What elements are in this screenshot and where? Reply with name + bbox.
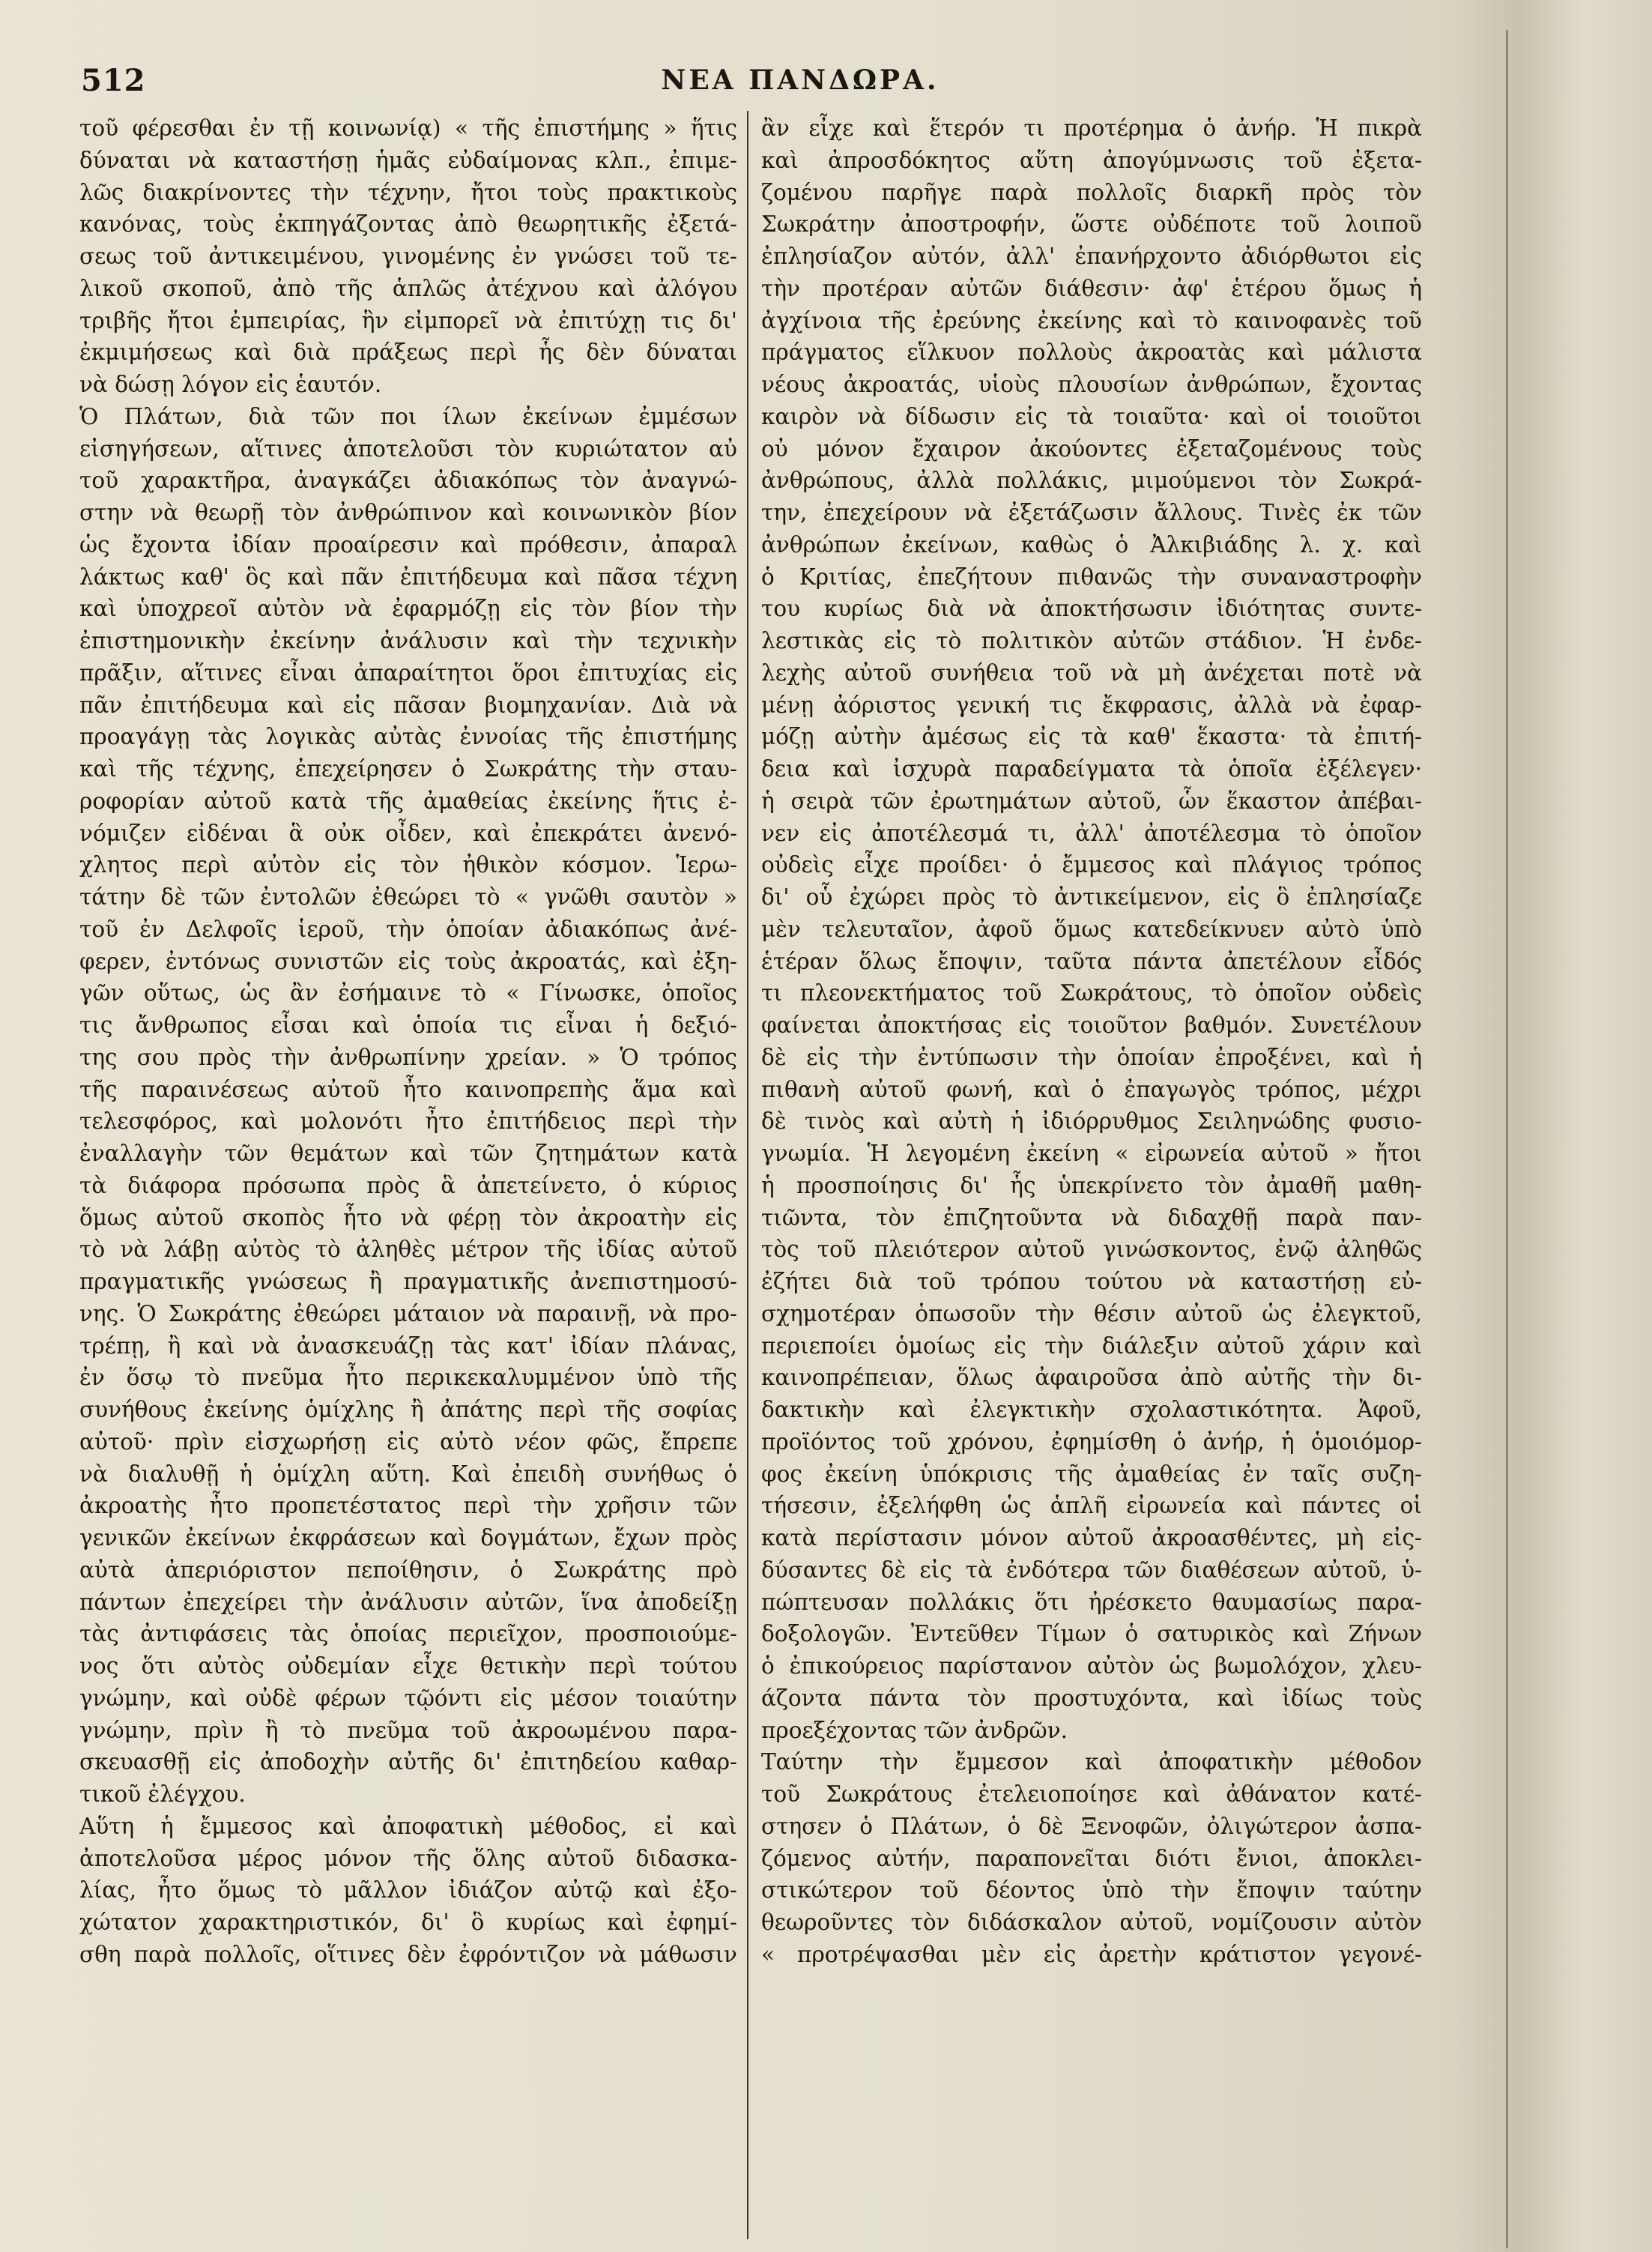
text-line: φερεν, ἐντόνως συνιστῶν εἰς τοὺς ἀκροατάς, καὶ ἐξη- [79, 948, 737, 974]
text-line: ὡς ἔχοντα ἰδίαν προαίρεσιν καὶ πρόθεσιν, ἀπαραλ [79, 531, 737, 558]
text-line: τικοῦ ἐλέγχου. [79, 1781, 246, 1807]
right-column [761, 112, 1422, 1971]
text-line: ἂν εἶχε καὶ ἕτερόν τι προτέρημα ὁ ἀνήρ. Ἡ πικρὰ [761, 115, 1422, 141]
text-line: τῆς παραινέσεως αὐτοῦ ἦτο καινοπρεπὴς ἅμα καὶ [79, 1076, 737, 1102]
text-line: τὰ διάφορα πρόσωπα πρὸς ἃ ἀπετείνετο, ὁ κύριος [79, 1172, 737, 1198]
text-line: καὶ ὑποχρεοῖ αὐτὸν νὰ ἐφαρμόζῃ εἰς τὸν βίον τὴν [79, 596, 737, 622]
column-divider [747, 111, 748, 2239]
text-line: σκευασθῇ εἰς ἀποδοχὴν αὐτῆς δι' ἐπιτηδείου καθαρ- [79, 1749, 737, 1775]
text-line: τοῦ ἐν Δελφοῖς ἱεροῦ, τὴν ὁποίαν ἀδιακόπως ἀνέ- [79, 916, 737, 942]
text-line: πράγματος εἵλκυον πολλοὺς ἀκροατὰς καὶ μάλιστα [761, 339, 1422, 366]
text-line: εἰσηγήσεων, αἵτινες ἀποτελοῦσι τὸν κυριώτατον αὐ [79, 435, 737, 462]
text-line: στην νὰ θεωρῇ τὸν ἀνθρώπινον καὶ κοινωνικὸν βίον [79, 500, 737, 525]
text-line: δακτικὴν καὶ ἐλεγκτικὴν σχολαστικότητα. Ἀφοῦ, [761, 1397, 1422, 1422]
text-line: της σου πρὸς τὴν ἀνθρωπίνην χρείαν. » Ὁ τρόπος [79, 1044, 737, 1070]
text-line: τήσεσιν, ἐξελήφθη ὡς ἁπλῆ εἰρωνεία καὶ πάντες οἱ [761, 1493, 1422, 1519]
text-line: πρᾶξιν, αἵτινες εἶναι ἀπαραίτητοι ὅροι ἐπιτυχίας εἰς [79, 659, 737, 686]
text-line: νὰ δώσῃ λόγον εἰς ἑαυτόν. [79, 372, 382, 397]
text-line: πραγματικῆς γνώσεως ἢ πραγματικῆς ἀνεπιστημοσύ- [79, 1269, 737, 1294]
text-line: ἐκμιμήσεως καὶ διὰ πράξεως περὶ ἧς δὲν δύναται [79, 339, 737, 366]
text-line: τὰς ἀντιφάσεις τὰς ὁποίας περιεῖχον, προσποιούμε- [79, 1621, 737, 1647]
text-line: χλητος περὶ αὐτὸν εἰς τὸν ἠθικὸν κόσμον. Ἱερω- [79, 852, 737, 878]
text-line: ἐν ὅσῳ τὸ πνεῦμα ἦτο περικεκαλυμμένον ὑπὸ τῆς [79, 1365, 737, 1391]
text-line: φος ἐκείνη ὑπόκρισις τῆς ἀμαθείας ἐν ταῖς συζη- [761, 1461, 1422, 1487]
text-line: τὴν προτέραν αὐτῶν διάθεσιν· ἀφ' ἑτέρου ὅμως ἡ [761, 275, 1422, 301]
left-column [79, 112, 737, 1971]
text-line: καιρὸν νὰ δίδωσιν εἰς τὰ τοιαῦτα· καὶ οἱ τοιοῦτοι [761, 403, 1422, 429]
text-line: τοῦ χαρακτῆρα, ἀναγκάζει ἀδιακόπως τὸν ἀναγνώ- [79, 468, 737, 494]
text-line: ἡ σειρὰ τῶν ἐρωτημάτων αὐτοῦ, ὧν ἕκαστον ἀπέβαι- [761, 788, 1422, 814]
text-line: αὐτοῦ· πρὶν εἰσχωρήσῃ εἰς αὐτὸ νέον φῶς, ἔπρεπε [79, 1428, 737, 1455]
text-line: γνωμία. Ἡ λεγομένη ἐκείνη « εἰρωνεία αὐτοῦ » ἤτοι [761, 1141, 1422, 1166]
text-line: δὲ τινὸς καὶ αὐτὴ ἡ ἰδιόρρυθμος Σειληνώδης φυσιο- [761, 1108, 1422, 1135]
text-line: την, ἐπεχείρουν νὰ ἐξετάζωσιν ἄλλους. Τινὲς ἐκ τῶν [761, 500, 1422, 525]
text-line: νὰ διαλυθῇ ἡ ὁμίχλη αὕτη. Καὶ ἐπειδὴ συνήθως ὁ [79, 1461, 737, 1487]
text-line: τοῦ Σωκράτους ἐτελειοποίησε καὶ ἀθάνατον κατέ- [761, 1781, 1422, 1807]
text-line: μὲν τελευταῖον, ἀφοῦ ὅμως κατεδείκνυεν αὐτὸ ὑπὸ [761, 916, 1422, 942]
text-line: γενικῶν ἐκείνων ἐκφράσεων καὶ δογμάτων, ἔχων πρὸς [79, 1525, 737, 1551]
text-line: τοῦ φέρεσθαι ἐν τῇ κοινωνίᾳ) « τῆς ἐπιστήμης » ἥτις [79, 115, 737, 141]
text-line: πάντων ἐπεχείρει τὴν ἀνάλυσιν αὐτῶν, ἵνα ἀποδείξῃ [79, 1589, 737, 1615]
text-line: τὸ νὰ λάβῃ αὐτὸς τὸ ἀληθὲς μέτρον τῆς ἰδίας αὐτοῦ [79, 1237, 737, 1263]
text-line: πώπτευσαν πολλάκις ὅτι ἠρέσκετο θαυμασίως παρα- [761, 1589, 1422, 1615]
text-line: γνώμην, καὶ οὐδὲ φέρων τῷόντι εἰς μέσον τοιαύτην [79, 1685, 737, 1711]
text-line: Ὁ Πλάτων, διὰ τῶν ποι ίλων ἐκείνων ἐμμέσων [79, 403, 737, 429]
text-line: δι' οὗ ἐχώρει πρὸς τὸ ἀντικείμενον, εἰς ὃ ἐπλησίαζε [761, 884, 1422, 910]
text-line: ἀποτελοῦσα μέρος μόνον τῆς ὅλης αὐτοῦ διδασκα- [79, 1845, 737, 1871]
text-line: ἀνθρώπων ἐκείνων, καθὼς ὁ Ἀλκιβιάδης λ. χ. καὶ [761, 531, 1422, 558]
text-line: νος ὅτι αὐτὸς οὐδεμίαν εἶχε θετικὴν περὶ τούτου [79, 1653, 737, 1679]
text-line: προεξέχοντας τῶν ἀνδρῶν. [761, 1717, 1068, 1743]
text-line: κατὰ περίστασιν μόνον αὐτοῦ ἀκροασθέντες, μὴ εἰς- [761, 1525, 1422, 1551]
text-line: σχημοτέραν ὁπωσοῦν τὴν θέσιν αὐτοῦ ὡς ἐλεγκτοῦ, [761, 1300, 1422, 1326]
text-line: νης. Ὁ Σωκράτης ἐθεώρει μάταιον νὰ παραινῇ, νὰ προ- [79, 1300, 737, 1326]
text-line: ἐπλησίαζον αὐτόν, ἀλλ' ἐπανήρχοντο ἀδιόρθωτοι εἰς [761, 244, 1422, 269]
text-line: σεως τοῦ ἀντικειμένου, γινομένης ἐν γνώσει τοῦ τε- [79, 244, 737, 269]
page-header [81, 63, 1519, 108]
text-line: νέους ἀκροατάς, υἱοὺς πλουσίων ἀνθρώπων, ἔχοντας [761, 372, 1422, 397]
page-number: 512 [81, 63, 146, 98]
text-line: θεωροῦντες τὸν διδάσκαλον αὐτοῦ, νομίζουσιν αὐτὸν [761, 1910, 1422, 1935]
journal-title: ΝΕΑ ΠΑΝΔΩΡΑ. [661, 64, 940, 96]
text-line: λάκτως καθ' ὃς καὶ πᾶν ἐπιτήδευμα καὶ πᾶσα τέχνη [79, 564, 737, 590]
text-line: χώτατον χαρακτηριστικόν, δι' ὃ κυρίως καὶ ἐφημί- [79, 1910, 737, 1935]
text-line: λεχὴς αὐτοῦ συνήθεια τοῦ νὰ μὴ ἀνέχεται ποτὲ νὰ [761, 659, 1422, 686]
text-line: αὐτὰ ἀπεριόριστον πεποίθησιν, ὁ Σωκράτης πρὸ [79, 1557, 737, 1583]
text-line: ὅμως αὐτοῦ σκοπὸς ἦτο νὰ φέρῃ τὸν ἀκροατὴν εἰς [79, 1204, 737, 1231]
text-line: μόζῃ αὐτὴν ἀμέσως εἰς τὰ καθ' ἕκαστα· τὰ ἐπιτή- [761, 724, 1422, 750]
text-line: λίας, ἦτο ὅμως τὸ μᾶλλον ἰδιάζον αὐτῷ καὶ ἐξο- [79, 1877, 737, 1904]
text-line: τις ἄνθρωπος εἶσαι καὶ ὁποία τις εἶναι ἡ δεξιό- [79, 1012, 737, 1038]
text-line: δύσαντες δὲ εἰς τὰ ἐνδότερα τῶν διαθέσεων αὐτοῦ, ὑ- [761, 1557, 1422, 1583]
text-line: άζοντα πάντα τὸν προστυχόντα, καὶ ἰδίως τοὺς [761, 1685, 1422, 1711]
text-line: ζόμενος αὐτήν, παραπονεῖται διότι ἔνιοι, ἀποκλει- [761, 1845, 1422, 1871]
text-line: λικοῦ σκοποῦ, ἀπὸ τῆς ἁπλῶς ἀτέχνου καὶ ἀλόγου [79, 275, 737, 301]
text-line: κανόνας, τοὺς ἐκπηγάζοντας ἀπὸ θεωρητικῆς ἐξετά- [79, 211, 737, 238]
text-line: ροφορίαν αὐτοῦ κατὰ τῆς ἀμαθείας ἐκείνης ἥτις ἐ- [79, 788, 737, 814]
text-line: δὲ εἰς τὴν ἐντύπωσιν τὴν ὁποίαν ἐπροξένει, καὶ ἡ [761, 1044, 1422, 1070]
text-line: ἀγχίνοια τῆς ἐρεύνης ἐκείνης καὶ τὸ καινοφανὲς τοῦ [761, 307, 1422, 333]
text-line: ὁ ἐπικούρειος παρίστανον αὐτὸν ὡς βωμολόχον, χλευ- [761, 1653, 1422, 1679]
text-line: ἀκροατὴς ἦτο προπετέστατος περὶ τὴν χρῆσιν τῶν [79, 1493, 737, 1519]
text-line: ἐπιστημονικὴν ἐκείνην ἀνάλυσιν καὶ τὴν τεχνικὴν [79, 628, 737, 653]
text-line: δύναται νὰ καταστήσῃ ἡμᾶς εὐδαίμονας κλπ., ἐπιμε- [79, 147, 737, 173]
text-line: καὶ ἀπροσδόκητος αὕτη ἀπογύμνωσις τοῦ ἐξετα- [761, 147, 1422, 173]
text-line: ἑτέραν ὅλως ἔποψιν, ταῦτα πάντα ἀπετέλουν εἶδός [761, 948, 1422, 974]
text-line: τιῶντα, τὸν ἐπιζητοῦντα νὰ διδαχθῇ παρὰ παν- [761, 1204, 1422, 1231]
text-line: στησεν ὁ Πλάτων, ὁ δὲ Ξενοφῶν, ὀλιγώτερον ἀσπα- [761, 1813, 1422, 1839]
text-line: τελεσφόρος, καὶ μολονότι ἦτο ἐπιτήδειος περὶ τὴν [79, 1108, 737, 1135]
text-line: Σωκράτην ἀποστροφήν, ὥστε οὐδέποτε τοῦ λοιποῦ [761, 211, 1422, 238]
text-line: προαγάγῃ τὰς λογικὰς αὐτὰς ἐννοίας τῆς ἐπιστήμης [79, 724, 737, 750]
text-line: Αὕτη ἡ ἔμμεσος καὶ ἀποφατικὴ μέθοδος, εἰ καὶ [79, 1813, 737, 1839]
text-line: ζομένου παρῆγε παρὰ πολλοῖς διαρκῆ πρὸς τὸν [761, 179, 1422, 205]
text-line: δεια καὶ ἰσχυρὰ παραδείγματα τὰ ὁποῖα ἐξέλεγεν· [761, 756, 1422, 782]
text-line: πιθανὴ αὐτοῦ φωνή, καὶ ὁ ἐπαγωγὸς τρόπος, μέχρι [761, 1076, 1422, 1102]
page-edge-shadow [1506, 30, 1508, 2248]
text-line: συνήθους ἐκείνης ὁμίχλης ἢ ἀπάτης περὶ τῆς σοφίας [79, 1397, 737, 1422]
text-line: « προτρέψασθαι μὲν εἰς ἀρετὴν κράτιστον γεγονέ- [761, 1941, 1422, 1967]
text-line: του κυρίως διὰ νὰ ἀποκτήσωσιν ἰδιότητας συντε- [761, 596, 1422, 622]
text-line: τι πλεονεκτήματος τοῦ Σωκράτους, τὸ ὁποῖον οὐδεὶς [761, 980, 1422, 1006]
text-line: προϊόντος τοῦ χρόνου, ἐφημίσθη ὁ ἀνήρ, ἡ ὁμοιόμορ- [761, 1428, 1422, 1455]
text-line: ὁ Κριτίας, ἐπεζήτουν πιθανῶς τὴν συναναστροφὴν [761, 564, 1422, 590]
text-line: τριβῆς ἤτοι ἐμπειρίας, ἣν εἰμπορεῖ νὰ ἐπιτύχῃ τις δι' [79, 307, 737, 333]
text-line: στικώτερον τοῦ δέοντος ὑπὸ τὴν ἔποψιν ταύτην [761, 1877, 1422, 1904]
text-line: μένῃ ἀόριστος γενική τις ἔκφρασις, ἀλλὰ νὰ ἐφαρ- [761, 692, 1422, 718]
text-line: καινοπρέπειαν, ὅλως ἀφαιροῦσα ἀπὸ αὐτῆς τὴν δι- [761, 1365, 1422, 1391]
text-line: δοξολογῶν. Ἐντεῦθεν Τίμων ὁ σατυρικὸς καὶ Ζήνων [761, 1621, 1422, 1647]
text-line: καὶ τῆς τέχνης, ἐπεχείρησεν ὁ Σωκράτης τὴν σταυ- [79, 756, 737, 782]
text-line: λεστικὰς εἰς τὸ πολιτικὸν αὐτῶν στάδιον. Ἡ ἐνδε- [761, 628, 1422, 653]
text-line: ἐζήτει διὰ τοῦ τρόπου τούτου νὰ καταστήσῃ εὐ- [761, 1269, 1422, 1294]
text-line: ἐναλλαγὴν τῶν θεμάτων καὶ τῶν ζητημάτων κατὰ [79, 1141, 737, 1166]
text-line: τάτην δὲ τῶν ἐντολῶν ἐθεώρει τὸ « γνῶθι σαυτὸν » [79, 884, 737, 910]
text-line: ἡ προσποίησις δι' ἧς ὑπεκρίνετο τὸν ἀμαθῆ μαθη- [761, 1172, 1422, 1198]
text-line: φαίνεται ἀποκτήσας εἰς τοιοῦτον βαθμόν. Συνετέλουν [761, 1012, 1422, 1038]
text-line: νόμιζεν εἰδέναι ἃ οὐκ οἶδεν, καὶ ἐπεκράτει ἀνενό- [79, 820, 737, 846]
text-line: οὐδεὶς εἶχε προίδει· ὁ ἔμμεσος καὶ πλάγιος τρόπος [761, 852, 1422, 878]
text-line: Ταύτην τὴν ἔμμεσον καὶ ἀποφατικὴν μέθοδον [761, 1749, 1422, 1775]
text-line: οὐ μόνον ἔχαιρον ἀκούοντες ἐξεταζομένους τοὺς [761, 435, 1422, 462]
text-line: τρέπῃ, ἢ καὶ νὰ ἀνασκευάζῃ τὰς κατ' ἰδίαν πλάνας, [79, 1332, 737, 1359]
text-line: περιεποίει ὁμοίως εἰς τὴν διάλεξιν αὐτοῦ χάριν καὶ [761, 1332, 1422, 1359]
text-line: ἀνθρώπους, ἀλλὰ πολλάκις, μιμούμενοι τὸν Σωκρά- [761, 468, 1422, 494]
text-line: λῶς διακρίνοντες τὴν τέχνην, ἤτοι τοὺς πρακτικοὺς [79, 179, 737, 205]
text-line: τὸς τοῦ πλειότερον αὐτοῦ γινώσκοντος, ἐνῷ ἀληθῶς [761, 1237, 1422, 1263]
text-line: γῶν οὕτως, ὡς ἂν ἐσήμαινε τὸ « Γίνωσκε, ὁποῖος [79, 980, 737, 1006]
text-line: σθη παρὰ πολλοῖς, οἵτινες δὲν ἐφρόντιζον νὰ μάθωσιν [79, 1941, 737, 1967]
text-line: νεν εἰς ἀποτέλεσμά τι, ἀλλ' ἀποτέλεσμα τὸ ὁποῖον [761, 820, 1422, 846]
text-line: γνώμην, πρὶν ἢ τὸ πνεῦμα τοῦ ἀκροωμένου παρα- [79, 1717, 737, 1743]
text-line: πᾶν ἐπιτήδευμα καὶ εἰς πᾶσαν βιομηχανίαν. Διὰ νὰ [79, 692, 737, 718]
